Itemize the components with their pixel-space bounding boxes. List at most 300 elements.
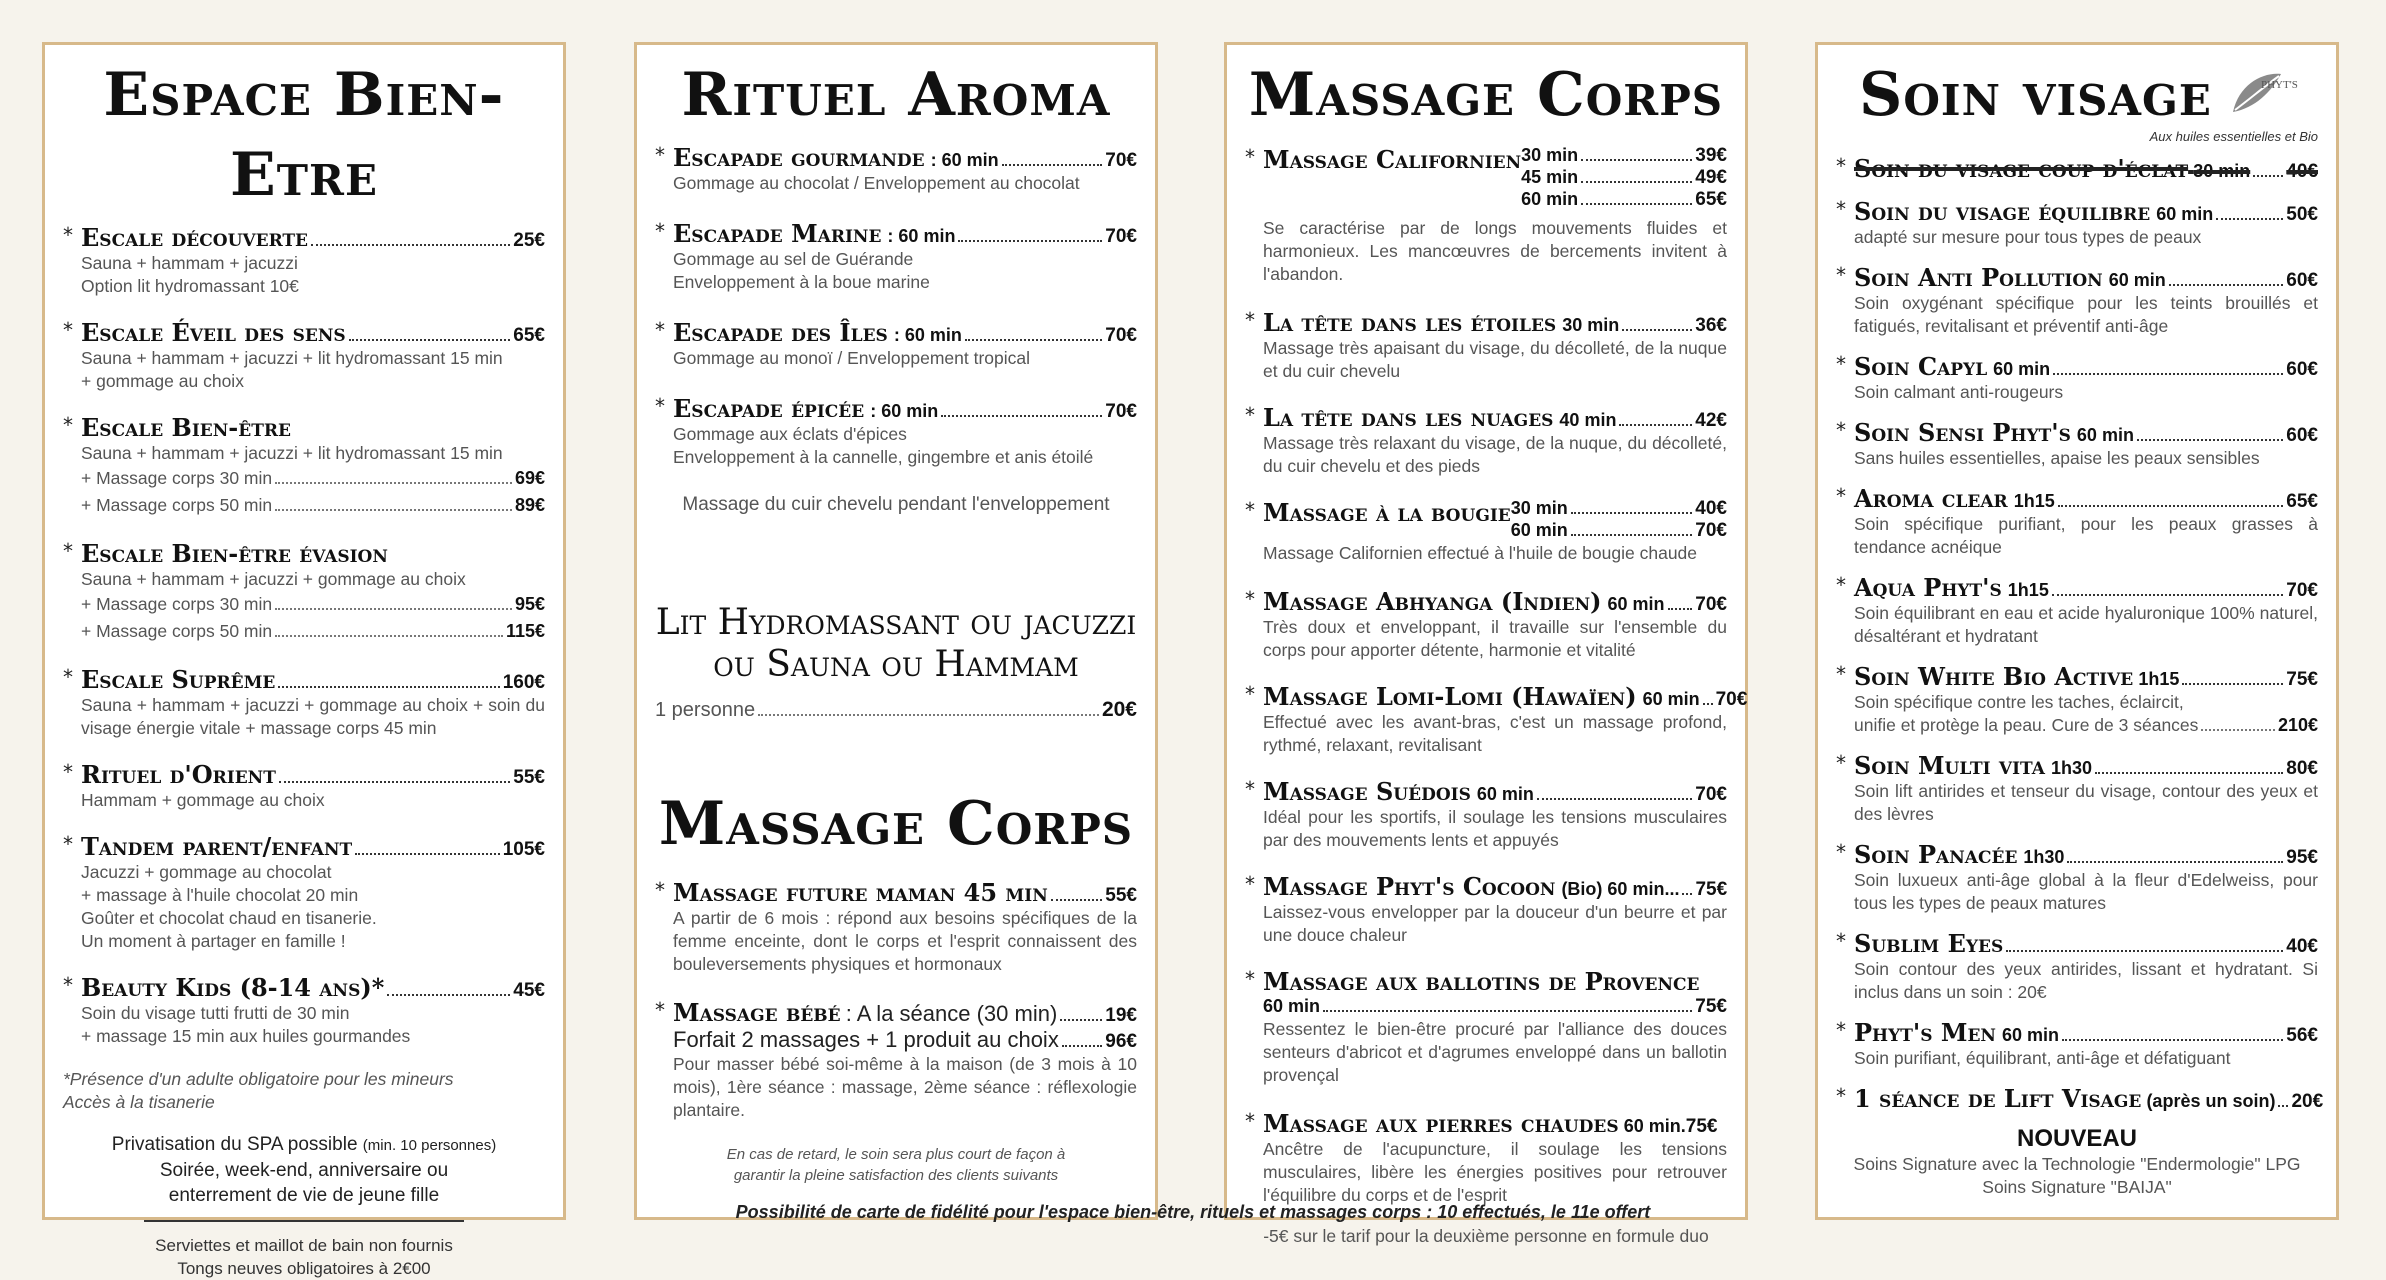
- item-price: 75€: [1695, 996, 1727, 1017]
- item-header: [81, 223, 545, 252]
- item-price: 70€: [1695, 594, 1727, 615]
- item-description: Pour masser bébé soi-même à la maison (de 3 mois à 10 mois), 1ère séance : massage, 2ème séance : réflexologie plantaire.: [673, 1054, 1137, 1120]
- menu-item: [63, 413, 545, 519]
- retard-line: En cas de retard, le soin sera plus court de façon à: [726, 1146, 1066, 1163]
- item-price: 60€: [2286, 359, 2318, 380]
- item-description: Soin luxueux anti-âge global à la fleur d'Edelweiss, pour tous les types de peaux matures: [1854, 870, 2318, 913]
- item-description: Sauna + hammam + jacuzzi + lit hydromassant 15 min: [81, 348, 503, 368]
- item-description: A partir de 6 mois : répond aux besoins spécifiques de la femme enceinte, dont le corps et l'esprit connaissent des bouleversements physiques et hormonaux: [673, 908, 1137, 974]
- bottom-note: Tongs neuves obligatoires à 2€00: [177, 1259, 431, 1278]
- leader-dots: [958, 240, 1102, 242]
- leader-dots: [311, 244, 510, 246]
- item-duration: 30 min: [1562, 315, 1620, 335]
- menu-item: [63, 973, 545, 1048]
- item-duration: : 60 min: [893, 325, 962, 345]
- menu-item: [655, 219, 1137, 294]
- note-line: *Présence d'un adulte obligatoire pour les mineurs: [63, 1069, 454, 1089]
- bottom-notes: [63, 1234, 545, 1280]
- sub-price-row: [81, 618, 545, 645]
- notes: [63, 1068, 545, 1114]
- leader-dots: [2052, 594, 2283, 596]
- menu-item: [1836, 484, 2318, 559]
- title-block: [1836, 55, 2318, 135]
- asterisk: *: [63, 223, 73, 247]
- panel-massage-corps: [1224, 42, 1748, 1246]
- sub-price-row: [81, 591, 545, 618]
- item-header: [81, 665, 545, 694]
- menu-item: [1836, 573, 2318, 648]
- item-price: 65€: [513, 325, 545, 346]
- signature-line: Soins Signature avec la Technologie "Endermologie" LPG: [1853, 1154, 2301, 1174]
- item-header: [1854, 418, 2318, 447]
- item-description: Jacuzzi + gommage au chocolat: [81, 862, 332, 882]
- item-header: [1854, 263, 2318, 292]
- leader-dots: [275, 482, 512, 484]
- sub-price: 115€: [505, 621, 545, 641]
- menu-list: [63, 223, 545, 1048]
- cuir-chevelu-note: Massage du cuir chevelu pendant l'enveloppement: [682, 494, 1110, 515]
- item-price: 55€: [1105, 885, 1137, 906]
- asterisk: *: [1245, 498, 1255, 522]
- menu-item-struck: [1836, 154, 2318, 183]
- leader-dots: [1051, 899, 1103, 901]
- item-description: Gommage aux éclats d'épices: [673, 424, 907, 444]
- item-description: Un moment à partager en famille !: [81, 931, 346, 951]
- item-price: 45€: [513, 980, 545, 1001]
- item-description: Massage très apaisant du visage, du décolleté, de la nuque et du cuir chevelu: [1263, 338, 1727, 381]
- time-price-row: [1521, 189, 1727, 211]
- leader-dots: [278, 686, 499, 688]
- lit-price-row: [655, 696, 1137, 724]
- item-description: Sauna + hammam + jacuzzi + lit hydromassant 15 min: [81, 443, 503, 463]
- item-duration: 60 min: [1607, 594, 1665, 614]
- item-option: Forfait 2 massages + 1 produit au choix: [673, 1027, 1059, 1052]
- item-description: Soin lift antirides et tenseur du visage, contour des yeux et des lèvres: [1854, 781, 2318, 824]
- asterisk: *: [1836, 352, 1846, 376]
- item-price: 70€: [1695, 520, 1727, 541]
- item-price: 55€: [513, 767, 545, 788]
- item-price: 70€: [1105, 150, 1137, 171]
- item-duration: 1h30: [2023, 847, 2065, 867]
- panel-soin-visage: [1815, 42, 2339, 1220]
- asterisk: *: [655, 878, 665, 902]
- item-header: [1263, 403, 1727, 432]
- item-price: 60€: [2286, 425, 2318, 446]
- item-duration: 30 min: [1510, 498, 1568, 518]
- leader-dots: [1622, 329, 1692, 331]
- asterisk: *: [1245, 682, 1255, 706]
- asterisk: *: [1245, 777, 1255, 801]
- item-header: [81, 318, 545, 347]
- item-duration: 30 min: [2193, 161, 2251, 181]
- item-description: Sans huiles essentielles, apaise les peaux sensibles: [1854, 448, 2260, 468]
- menu-item: [1245, 872, 1727, 947]
- item-name: Escale Bien-être évasion: [81, 539, 388, 568]
- leader-dots: [1537, 798, 1692, 800]
- item-name: Soin Sensi Phyt's: [1854, 418, 2071, 447]
- leader-dots: [279, 781, 510, 783]
- lit-price: 20€: [1101, 698, 1137, 721]
- retard-line: garantir la pleine satisfaction des clients suivants: [733, 1167, 1059, 1184]
- item-description: Soin oxygénant spécifique pour les teints brouillés et fatigués, revitalisant et préventif anti-âge: [1854, 293, 2318, 336]
- leader-dots: [2201, 729, 2275, 731]
- subtitle: Aux huiles essentielles et Bio: [2149, 129, 2318, 144]
- item-duration: : 60 min: [887, 226, 956, 246]
- item-description: + massage à l'huile chocolat 20 min: [81, 885, 359, 905]
- item-name: Escale Suprême: [81, 665, 276, 694]
- item-header: [1854, 751, 2318, 780]
- item-header: [1263, 308, 1727, 337]
- leader-dots: [355, 853, 500, 855]
- asterisk: *: [655, 394, 665, 418]
- item-description: Soin du visage tutti frutti de 30 min: [81, 1003, 350, 1023]
- panel-title: Espace Bien-Etre: [103, 60, 505, 210]
- lit-section: [655, 602, 1137, 724]
- item-duration: 1h15: [2013, 491, 2055, 511]
- item-price: 40€: [2286, 936, 2318, 957]
- menu-list: [1245, 308, 1727, 478]
- item-description: Hammam + gommage au choix: [81, 790, 325, 810]
- leader-dots: [1703, 703, 1713, 705]
- menu-list: [1245, 587, 1748, 947]
- sub-price-row: [81, 465, 545, 492]
- leader-dots: [1619, 424, 1692, 426]
- leader-dots: [2253, 175, 2283, 177]
- sub-price-row: [81, 492, 545, 519]
- leader-dots: [1323, 1010, 1692, 1012]
- item-name: Escale Bien-être: [81, 413, 291, 442]
- sub-price: 95€: [514, 594, 545, 614]
- item-price: 40€: [1695, 498, 1727, 519]
- item-header: [1854, 484, 2318, 513]
- item-description: Laissez-vous envelopper par la douceur d'un beurre et par une douce chaleur: [1263, 902, 1727, 945]
- item-header: [673, 143, 1137, 172]
- item-price: 75€: [1685, 1116, 1718, 1137]
- leader-dots: [2067, 861, 2283, 863]
- item-name: Beauty Kids (8-14 ans)*: [81, 973, 385, 1002]
- item-header: [673, 219, 1137, 248]
- asterisk: *: [63, 413, 73, 437]
- item-price: 70€: [1105, 226, 1137, 247]
- leader-dots: [1571, 512, 1693, 514]
- item-description: Enveloppement à la cannelle, gingembre et anis étoilé: [673, 447, 1094, 467]
- asterisk: *: [63, 665, 73, 689]
- item-price: 80€: [2286, 758, 2318, 779]
- menu-item: [1836, 418, 2318, 470]
- loyalty-footer: Possibilité de carte de fidélité pour l'espace bien-être, rituels et massages corps : 10 effectués, le 11e offert: [735, 1202, 1651, 1222]
- menu-item: [1836, 1018, 2318, 1070]
- menu-item: [63, 760, 545, 812]
- item-header: [81, 832, 545, 861]
- asterisk: *: [1836, 484, 1846, 508]
- item-header: [1854, 197, 2318, 226]
- item-header: [673, 394, 1137, 423]
- asterisk: *: [63, 832, 73, 856]
- item-duration: (après un soin): [2146, 1091, 2276, 1111]
- item-header: [1854, 929, 2318, 958]
- menu-item: [1836, 352, 2318, 404]
- item-price: 160€: [502, 672, 545, 693]
- item-header: [81, 539, 545, 568]
- item-description: Soin purifiant, équilibrant, anti-âge et défatiguant: [1854, 1048, 2231, 1068]
- menu-list: [1836, 751, 2318, 1070]
- phyts-logo: [2225, 68, 2298, 122]
- item-price: 70€: [2286, 580, 2318, 601]
- lit-title: Lit Hydromassant ou jacuzzi: [655, 602, 1137, 643]
- menu-item: [63, 832, 545, 953]
- item-name: Rituel d'Orient: [81, 760, 276, 789]
- item-name: Phyt's Men: [1854, 1018, 1996, 1047]
- note-line: Accès à la tisanerie: [63, 1092, 215, 1112]
- item-price: 75€: [1695, 879, 1728, 900]
- menu-item: [655, 394, 1137, 469]
- leader-dots: [2062, 1039, 2283, 1041]
- item-name: Escapade Marine: [673, 219, 882, 248]
- item-description: Massage Californien effectué à l'huile de bougie chaude: [1263, 543, 1698, 563]
- asterisk: *: [1836, 418, 1846, 442]
- item-name: Escapade gourmande: [673, 143, 925, 172]
- item-name: Escapade épicée: [673, 394, 865, 423]
- menu-item: [63, 665, 545, 740]
- asterisk: *: [1836, 929, 1846, 953]
- item-name: Soin Anti Pollution: [1854, 263, 2103, 292]
- leader-dots: [275, 635, 503, 637]
- leader-dots: [2137, 439, 2283, 441]
- item-duration: 60 min: [1476, 784, 1534, 804]
- time-price-list: [1521, 145, 1727, 211]
- leader-dots: [1581, 159, 1692, 161]
- item-duration: : 60 min: [930, 150, 999, 170]
- menu-item: [1245, 145, 1727, 286]
- item-duration: 60 min: [1263, 996, 1321, 1016]
- time-price-list: [1511, 498, 1727, 542]
- item-header: [1263, 872, 1727, 901]
- leader-dots: [2095, 772, 2283, 774]
- leader-dots: [1571, 534, 1693, 536]
- leader-dots: [387, 994, 510, 996]
- item-description: Soin contour des yeux antirides, lissant et hydratant. Si inclus dans un soin : 20€: [1854, 959, 2318, 1002]
- menu-item: [1836, 662, 2318, 737]
- menu-item: [1836, 263, 2318, 338]
- item-header: [1854, 840, 2318, 869]
- menu-item: [1836, 751, 2318, 826]
- privatisation: [63, 1132, 545, 1208]
- item-name: Massage future maman 45 min: [673, 878, 1048, 907]
- menu-item: [1245, 967, 1727, 1087]
- item-price: 70€: [1105, 325, 1137, 346]
- item-price: 19€: [1105, 1005, 1137, 1026]
- item-price: 42€: [1695, 410, 1727, 431]
- item-header: [1854, 352, 2318, 381]
- item-description: Option lit hydromassant 10€: [81, 276, 299, 296]
- item-header: [81, 413, 545, 442]
- menu-item: [1245, 682, 1748, 757]
- menu-item: [655, 998, 1137, 1122]
- panel-title: Massage Corps: [1248, 60, 1724, 130]
- item-duration: 60 min: [1642, 689, 1700, 709]
- leader-dots: [349, 339, 511, 341]
- item-price: 20€: [2291, 1091, 2324, 1112]
- menu-item: [1245, 403, 1727, 478]
- privatisation-line: enterrement de vie de jeune fille: [168, 1185, 440, 1206]
- item-name: Soin du visage coup d'éclat: [1854, 154, 2189, 183]
- duo-note: -5€ sur le tarif pour la deuxième personne en formule duo: [1263, 1226, 1709, 1246]
- item-name: Soin Capyl: [1854, 352, 1988, 381]
- leader-dots: [965, 339, 1102, 341]
- item-description: Gommage au sel de Guérande: [673, 249, 914, 269]
- leader-dots: [1062, 1045, 1102, 1047]
- asterisk: *: [1245, 145, 1255, 169]
- leader-dots: [2216, 218, 2283, 220]
- item-description: adapté sur mesure pour tous types de peaux: [1854, 227, 2202, 247]
- item-price: 96€: [1105, 1031, 1137, 1052]
- item-price: 105€: [502, 839, 545, 860]
- menu-item: [1836, 197, 2318, 249]
- menu-item: [1836, 840, 2318, 915]
- item-name: Soin White Bio Active: [1854, 662, 2134, 691]
- item-description: Soin équilibrant en eau et acide hyaluronique 100% naturel, désaltérant et hydratant: [1854, 603, 2318, 646]
- leader-dots: [1002, 164, 1103, 166]
- item-name: Soin du visage équilibre: [1854, 197, 2151, 226]
- item-description: Soin calmant anti-rougeurs: [1854, 382, 2064, 402]
- item-duration: 60 min: [1521, 189, 1579, 209]
- asterisk: *: [1836, 263, 1846, 287]
- asterisk: *: [1836, 840, 1846, 864]
- item-description: Sauna + hammam + jacuzzi + gommage au choix + soin du visage énergie vitale + massage corps 45 min: [81, 695, 545, 738]
- sub-label: + Massage corps 30 min: [81, 468, 273, 488]
- menu-list: [1836, 197, 2318, 648]
- sub-label: + Massage corps 50 min: [81, 495, 273, 515]
- item-name: La tête dans les nuages: [1263, 403, 1554, 432]
- bottom-note: Serviettes et maillot de bain non fournis: [155, 1236, 453, 1255]
- asterisk: *: [655, 998, 665, 1022]
- item-name: Massage Suédois: [1263, 777, 1471, 806]
- retard-note: [655, 1144, 1137, 1186]
- item-price: 36€: [1695, 315, 1727, 336]
- item-duration: (Bio) 60 min...: [1561, 879, 1680, 899]
- item-header: [1263, 777, 1727, 806]
- menu-item: [1836, 1084, 2324, 1113]
- asterisk: *: [1245, 967, 1255, 991]
- menu-item: [1245, 1109, 1727, 1207]
- item-name: Massage à la bougie: [1263, 498, 1511, 527]
- item-description: unifie et protège la peau. Cure de 3 séances: [1854, 715, 2199, 735]
- leader-dots: [2182, 683, 2283, 685]
- item-price: 210€: [2277, 715, 2318, 735]
- panel-rituel-aroma: [634, 42, 1158, 1220]
- item-name: Escale Éveil des sens: [81, 318, 346, 347]
- item-price: 65€: [2286, 491, 2318, 512]
- menu-item: [1245, 777, 1727, 852]
- asterisk: *: [1245, 587, 1255, 611]
- time-price-row: [1521, 145, 1727, 167]
- menu-item: [655, 878, 1137, 976]
- item-duration: 45 min: [1521, 167, 1579, 187]
- item-name: Massage Lomi-Lomi (Hawaïen): [1263, 682, 1637, 711]
- leader-dots: [2058, 505, 2284, 507]
- panel-espace-bien-etre: [42, 42, 566, 1278]
- asterisk: *: [1836, 573, 1846, 597]
- asterisk: *: [1836, 662, 1846, 686]
- asterisk: *: [1836, 1084, 1846, 1108]
- item-name: Massage aux pierres chaudes: [1263, 1109, 1619, 1138]
- item-name: Massage aux ballotins de Provence: [1263, 967, 1700, 996]
- item-duration: : 60 min: [870, 401, 939, 421]
- asterisk: *: [63, 318, 73, 342]
- item-name: Massage Phyt's Cocoon: [1263, 872, 1556, 901]
- time-price-row: [1511, 498, 1727, 520]
- item-duration: 60 min.: [1623, 1116, 1686, 1136]
- item-name: Soin Multi vita: [1854, 751, 2045, 780]
- item-description: Sauna + hammam + jacuzzi + gommage au choix: [81, 569, 466, 589]
- item-description: Ressentez le bien-être procuré par l'alliance des douces senteurs d'abricot et d'agrumes enveloppé dans un ballotin provençal: [1263, 1019, 1727, 1085]
- leader-dots: [2006, 950, 2283, 952]
- time-price-row: [1521, 167, 1727, 189]
- item-price: 75€: [2286, 669, 2318, 690]
- logo-text: PHYT'S: [2260, 79, 2298, 91]
- item-name: Sublim Eyes: [1854, 929, 2004, 958]
- item-price: 65€: [1695, 189, 1727, 210]
- asterisk: *: [655, 143, 665, 167]
- item-description: Sauna + hammam + jacuzzi: [81, 253, 298, 273]
- item-name: Aroma clear: [1854, 484, 2008, 513]
- item-header: [673, 318, 1137, 347]
- item-description: Gommage au chocolat / Enveloppement au chocolat: [673, 173, 1080, 193]
- item-price: 95€: [2286, 847, 2318, 868]
- asterisk: *: [63, 539, 73, 563]
- asterisk: *: [655, 318, 665, 342]
- item-description: Soin spécifique contre les taches, éclaircit,: [1854, 692, 2184, 712]
- asterisk: *: [1245, 403, 1255, 427]
- item-name: 1 séance de Lift Visage: [1854, 1084, 2142, 1113]
- item-price: 70€: [1105, 401, 1137, 422]
- menu-item: [1245, 308, 1727, 383]
- leader-dots: [941, 415, 1102, 417]
- item-option: : A la séance (30 min): [845, 1001, 1058, 1026]
- leader-dots: [2053, 373, 2283, 375]
- leader-dots: [758, 714, 1099, 716]
- item-description: Goûter et chocolat chaud en tisanerie.: [81, 908, 377, 928]
- section-title: Massage Corps: [658, 789, 1134, 859]
- item-name: Aqua Phyt's: [1854, 573, 2002, 602]
- item-description: Ancêtre de l'acupuncture, il soulage les tensions musculaires, libère les énergies positives pour retrouver l'équilibre du corps et de l'esprit: [1263, 1139, 1727, 1205]
- asterisk: *: [1836, 154, 1846, 178]
- menu-item: [655, 318, 1137, 370]
- item-duration: 60 min: [1993, 359, 2051, 379]
- sub-price: 89€: [514, 495, 545, 515]
- asterisk: *: [63, 760, 73, 784]
- item-duration: 60 min: [2076, 425, 2134, 445]
- item-name: Massage Californien: [1263, 145, 1522, 174]
- item-description: Massage très relaxant du visage, de la nuque, du décolleté, du cuir chevelu et des pieds: [1263, 433, 1727, 476]
- sub-label: + Massage corps 30 min: [81, 594, 273, 614]
- nouveau-heading: NOUVEAU: [2016, 1125, 2137, 1152]
- item-duration: 1h15: [2138, 669, 2180, 689]
- menu-item: [1245, 498, 1727, 565]
- asterisk: *: [1245, 872, 1255, 896]
- leader-dots: [2169, 284, 2284, 286]
- item-description: Enveloppement à la boue marine: [673, 272, 930, 292]
- item-name: Escale découverte: [81, 223, 309, 252]
- item-name: La tête dans les étoiles: [1263, 308, 1557, 337]
- leader-dots: [1682, 893, 1692, 895]
- asterisk: *: [1836, 1018, 1846, 1042]
- item-price: 25€: [513, 230, 545, 251]
- item-price: 70€: [1715, 689, 1748, 710]
- privatisation-line: Soirée, week-end, anniversaire ou: [159, 1160, 449, 1181]
- item-name: Soin Panacée: [1854, 840, 2018, 869]
- item-description: Gommage au monoï / Enveloppement tropical: [673, 348, 1030, 368]
